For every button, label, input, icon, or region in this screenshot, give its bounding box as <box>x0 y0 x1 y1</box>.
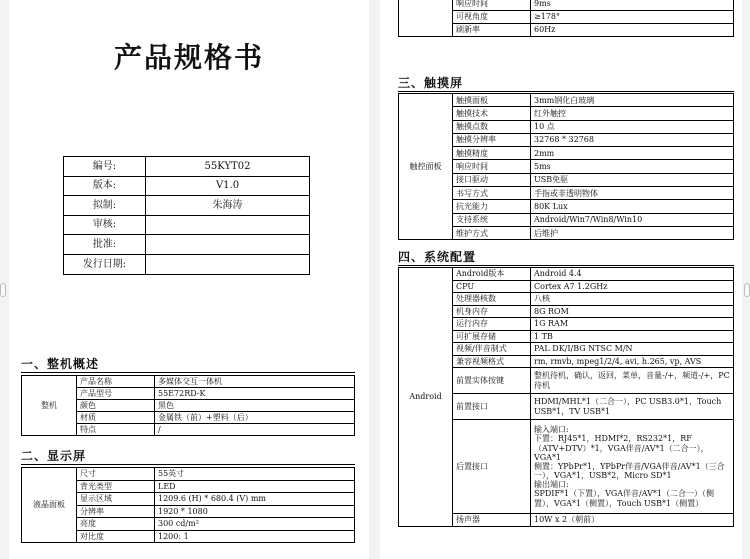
spec-value: rm, rmvb, mpeg1/2/4, avi, h.265, vp, AVS <box>531 355 734 368</box>
info-value: 朱海涛 <box>146 196 310 216</box>
spec-row <box>399 94 734 107</box>
spec-key: 产品型号 <box>77 388 155 400</box>
section-title-system: 四、系统配置 <box>398 250 477 264</box>
info-label: 版本: <box>64 176 146 196</box>
spec-key: 刷新率 <box>453 24 531 37</box>
spec-row <box>399 0 734 11</box>
spec-value: 1920 * 1080 <box>155 505 355 518</box>
spec-key: 兼容视频格式 <box>453 355 531 368</box>
section-rule <box>398 91 734 92</box>
spec-key: 维护方式 <box>453 226 531 239</box>
spec-group-label <box>399 0 453 37</box>
spec-key: 亮度 <box>77 518 155 531</box>
section-rule <box>21 372 355 373</box>
spec-value: 后维护 <box>531 226 734 239</box>
info-row <box>64 196 310 216</box>
spec-key: 特点 <box>77 424 155 436</box>
section-title-overview: 一、整机概述 <box>21 357 100 371</box>
spec-key: 抗光能力 <box>453 200 531 213</box>
spec-key: 前置实体按键 <box>453 368 531 394</box>
document-title: 产品规格书 <box>113 41 264 74</box>
spec-key: 前置接口 <box>453 394 531 420</box>
spec-value: 1209.6 (H) * 680.4 (V) mm <box>155 493 355 506</box>
spec-value: 5ms <box>531 160 734 173</box>
spec-value: 手指或非透明物体 <box>531 187 734 200</box>
spec-value: 1200: 1 <box>155 530 355 543</box>
info-row <box>64 235 310 255</box>
spec-value: USB免驱 <box>531 173 734 186</box>
spec-key: 产品名称 <box>77 376 155 388</box>
spec-key: 接口驱动 <box>453 173 531 186</box>
info-label: 编号: <box>64 157 146 177</box>
spec-value: 32768 * 32768 <box>531 133 734 146</box>
spec-key: 分辨率 <box>77 505 155 518</box>
info-value: V1.0 <box>146 176 310 196</box>
section-title-touch: 三、触摸屏 <box>398 76 464 90</box>
spec-group-label: 整机 <box>22 376 77 436</box>
spec-value: 黑色 <box>155 400 355 412</box>
spec-key: 响应时间 <box>453 0 531 11</box>
spec-value: 多媒体交互一体机 <box>155 376 355 388</box>
spec-key: 支持系统 <box>453 213 531 226</box>
spec-value: PAL DK/I/BG NTSC M/N <box>531 343 734 356</box>
page-scroll-marker-right <box>744 283 750 297</box>
spec-value: 80K Lux <box>531 200 734 213</box>
info-row <box>64 254 310 274</box>
spec-key: Android版本 <box>453 268 531 281</box>
spec-group-label: 液晶面板 <box>22 468 77 543</box>
section-rule <box>21 464 355 465</box>
spec-value: 八核 <box>531 293 734 306</box>
spec-key: 视频/伴音制式 <box>453 343 531 356</box>
info-label: 批准: <box>64 235 146 255</box>
spec-row <box>22 468 355 481</box>
spec-key: 机身内存 <box>453 305 531 318</box>
spec-row <box>399 268 734 281</box>
spec-group-label: Android <box>399 268 453 527</box>
spec-key: 扬声器 <box>453 514 531 527</box>
spec-key: 可视角度 <box>453 11 531 24</box>
spec-key: CPU <box>453 280 531 293</box>
spec-value: 整机待机，确认，返回，菜单，音量-/+，频道-/+，PC待机 <box>531 368 734 394</box>
info-value: 55KYT02 <box>146 157 310 177</box>
display-spec-table-continued <box>398 0 734 37</box>
info-row <box>64 157 310 177</box>
spec-value: Android/Win7/Win8/Win10 <box>531 213 734 226</box>
spec-value: 3mm钢化白玻璃 <box>531 94 734 107</box>
info-label: 拟制: <box>64 196 146 216</box>
spec-value: Android 4.4 <box>531 268 734 281</box>
spec-key: 显示区域 <box>77 493 155 506</box>
spec-value: LED <box>155 480 355 493</box>
spec-key: 可扩展存储 <box>453 330 531 343</box>
page-scroll-marker-left <box>0 283 6 297</box>
section-title-display: 二、显示屏 <box>21 449 87 463</box>
spec-key: 触摸点数 <box>453 120 531 133</box>
spec-value: 1G RAM <box>531 318 734 331</box>
spec-key: 对比度 <box>77 530 155 543</box>
info-value <box>146 215 310 235</box>
info-label: 发行日期: <box>64 254 146 274</box>
spec-key: 触摸精度 <box>453 147 531 160</box>
spec-key: 背光类型 <box>77 480 155 493</box>
spec-key: 书写方式 <box>453 187 531 200</box>
document-info-table <box>63 156 310 275</box>
document-page-right <box>380 0 742 559</box>
spec-value: 300 cd/m² <box>155 518 355 531</box>
spec-key: 触摸分辨率 <box>453 133 531 146</box>
spec-key: 触摸面板 <box>453 94 531 107</box>
spec-value: 2mm <box>531 147 734 160</box>
spec-key: 尺寸 <box>77 468 155 481</box>
spec-key: 响应时间 <box>453 160 531 173</box>
overview-spec-table <box>21 375 355 436</box>
info-row <box>64 176 310 196</box>
spec-value: 60Hz <box>531 24 734 37</box>
section-rule <box>398 265 734 266</box>
spec-value: 8G ROM <box>531 305 734 318</box>
info-value <box>146 235 310 255</box>
info-value <box>146 254 310 274</box>
spec-value: 55英寸 <box>155 468 355 481</box>
spec-key: 处理器核数 <box>453 293 531 306</box>
spec-value: 1 TB <box>531 330 734 343</box>
spec-key: 触摸技术 <box>453 107 531 120</box>
spec-value: 输入端口: 下置：RJ45*1，HDMI*2，RS232*1，RF（ATV+DTV）*1，VGA伴音/AV*1（二合一），VGA*1 侧置：YPbPr*1，YPbPr伴音/VGA伴音/AV*1（三合一），VGA*1，USB*2，Micro SD*1 输出端口: SPDIF*1（下置），VGA伴音/AV*1（二合一）（侧置），VGA*1（侧置），Touch USB*1（侧置） <box>531 420 734 514</box>
info-row <box>64 215 310 235</box>
spec-group-label: 触控面板 <box>399 94 453 240</box>
spec-value: 55E72RD-K <box>155 388 355 400</box>
touch-spec-table <box>398 93 734 240</box>
display-spec-table <box>21 467 355 543</box>
system-spec-table <box>398 267 734 527</box>
spec-value: 金属铁（前）+塑料（后） <box>155 412 355 424</box>
spec-value: 10W x 2（朝前） <box>531 514 734 527</box>
spec-value: HDMI/MHL*1（二合一），PC USB3.0*1，Touch USB*1，TV USB*1 <box>531 394 734 420</box>
spec-value: ≥178° <box>531 11 734 24</box>
document-page-left <box>9 0 369 559</box>
info-label: 审核: <box>64 215 146 235</box>
spec-value: Cortex A7 1.2GHz <box>531 280 734 293</box>
spec-value: 10 点 <box>531 120 734 133</box>
spec-value: 红外触控 <box>531 107 734 120</box>
spec-key: 运行内存 <box>453 318 531 331</box>
spec-value: 9ms <box>531 0 734 11</box>
spec-key: 材质 <box>77 412 155 424</box>
spec-row <box>22 376 355 388</box>
spec-key: 后置接口 <box>453 420 531 514</box>
spec-value: / <box>155 424 355 436</box>
spec-key: 颜色 <box>77 400 155 412</box>
